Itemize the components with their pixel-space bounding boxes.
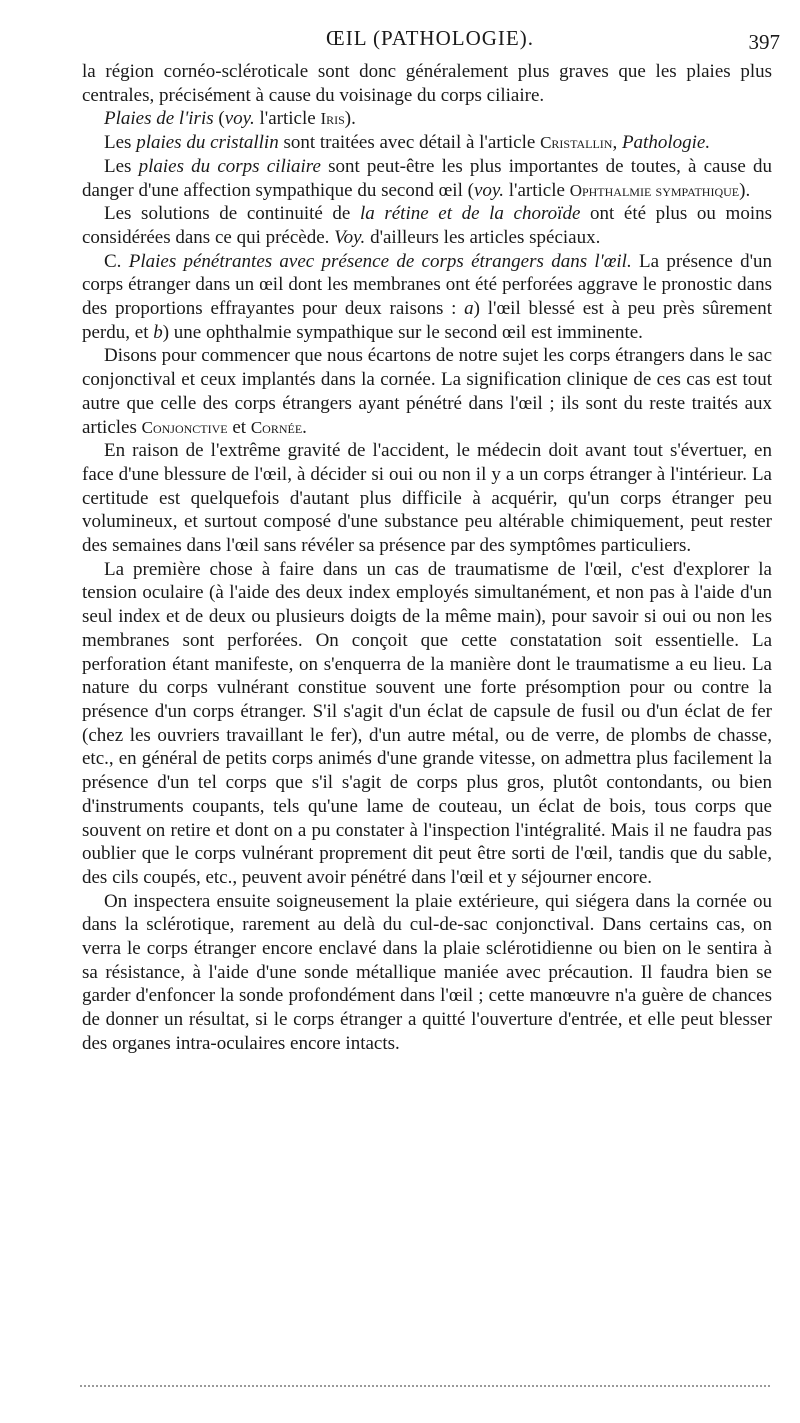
italic-text: Plaies de l'iris [104, 108, 214, 130]
text-run: sont peut-être les plus importantes de toutes, à cause du danger d'une affection sympathique du second œil ( [82, 155, 772, 201]
italic-text: a [464, 298, 474, 320]
text-run: ). [344, 108, 356, 130]
paragraph [82, 558, 772, 890]
text-run: ont été plus ou moins considérées dans ce qui précède. [82, 203, 772, 248]
page-header [80, 26, 780, 58]
paragraph [82, 155, 772, 202]
text-run: , [612, 132, 622, 154]
paragraph [82, 439, 772, 558]
small-caps-reference: Conjonctive [141, 417, 228, 437]
text-run: l'article [504, 179, 570, 201]
text-run: ( [213, 108, 225, 130]
paragraph [82, 202, 772, 249]
running-title: ŒIL (PATHOLOGIE). [326, 26, 534, 50]
italic-text: plaies du cristallin [136, 132, 279, 154]
italic-text: voy. [224, 108, 255, 130]
small-caps-reference: Ophthalmie sympathique [569, 180, 740, 200]
text-run: ). [739, 179, 751, 201]
text-run: La première chose à faire dans un cas de traumatisme de l'œil, c'est d'explorer la tension oculaire (à l'aide des deux index employés simultanément, et non pas à l'aide d'un seul index et de deux ou plusieurs doigts de la même main), pour savoir si oui ou non les membranes sont perforées. On conçoit que cette constatation soit essentielle. La perforation étant manifeste, on s'enquerra de la manière dont le traumatisme a eu lieu. La nature du corps vulnérant constitue souvent une forte présomption pour ou contre la présence d'un corps étranger. S'il s'agit d'un éclat de capsule de fusil ou d'un éclat de fer (chez les ouvriers travaillant le fer), d'un autre métal, ou de verre, de plombs de chasse, etc., en général de petits corps animés d'une grande vitesse, on admettra plus facilement la présence d'un tel corps que s'il s'agit de corps plus gros, plutôt contondants, ou bien d'instruments coupants, tels qu'une lame de couteau, un éclat de bois, tous corps que souvent on retire et dont on a pu constater à l'inspection l'intégralité. Mais il ne faudra pas oublier que le corps vulnérant proprement dit peut être sorti de l'œil, tandis que du sable, des cils coupés, etc., peuvent avoir pénétré dans l'œil et y séjourner encore. [82, 558, 772, 888]
body-text [82, 60, 772, 1056]
paragraph [82, 250, 772, 345]
text-run: ) l'œil blessé est à peu près sûrement perdu, et [82, 298, 773, 343]
text-run: et [227, 416, 251, 438]
paragraph [82, 131, 772, 155]
italic-text: Pathologie. [621, 132, 711, 154]
footer-dotted-rule [80, 1385, 770, 1387]
text-run: d'ailleurs les articles spéciaux. [365, 226, 601, 248]
text-run: . [302, 416, 307, 438]
text-run: On inspectera ensuite soigneusement la plaie extérieure, qui siégera dans la cornée ou dans la sclérotique, rarement au delà du cul-de-sac conjonctival. Dans certains cas, on verra le corps étranger encore enclavé dans la plaie sclérotidienne ou bien on le sentira à sa résistance, à l'aide d'une sonde métallique maniée avec précaution. Il faudra bien se garder d'enfoncer la sonde profondément dans l'œil ; cette manœuvre n'a guère de chances de donner un résultat, si le corps étranger a quitté l'ouverture d'entrée, et elle peut blesser des organes intra-oculaires encore intacts. [82, 890, 772, 1054]
text-run: La présence d'un corps étranger dans un œil dont les membranes ont été perforées aggrave le pronostic dans des proportions effrayantes pour deux raisons : [82, 250, 772, 320]
italic-text: b [153, 321, 163, 343]
text-run: ) une ophthalmie sympathique sur le second œil est imminente. [162, 321, 643, 343]
paragraph [82, 60, 772, 107]
text-run: Les [104, 155, 139, 177]
text-run: Les solutions de continuité de [104, 203, 360, 225]
small-caps-reference: Cristallin [540, 133, 613, 153]
italic-text: la rétine et de la choroïde [359, 203, 581, 225]
text-run: l'article [254, 108, 321, 130]
italic-text: Plaies pénétrantes avec présence de corps étrangers dans l'œil. [128, 250, 632, 272]
italic-text: plaies du corps ciliaire [138, 155, 321, 177]
small-caps-reference: Cornée [250, 417, 303, 437]
text-run: sont traitées avec détail à l'article [278, 132, 541, 154]
text-run: C. [104, 250, 129, 272]
paragraph [82, 344, 772, 439]
text-run: la région cornéo-scléroticale sont donc généralement plus graves que les plaies plus centrales, précisément à cause du voisinage du corps ciliaire. [82, 61, 772, 106]
page-number: 397 [748, 30, 780, 54]
text-run: Les [104, 132, 137, 154]
paragraph [82, 890, 772, 1056]
small-caps-reference: Iris [320, 109, 345, 129]
italic-text: voy. [473, 179, 505, 201]
text-run: Disons pour commencer que nous écartons de notre sujet les corps étrangers dans le sac conjonctival et ceux implantés dans la cornée. La signification clinique de ces cas est tout autre que celle des corps étrangers ayant pénétré dans l'œil ; ils sont du reste traités aux articles [82, 345, 772, 438]
text-run: En raison de l'extrême gravité de l'accident, le médecin doit avant tout s'évertuer, en face d'une blessure de l'œil, à décider si oui ou non il y a un corps étranger à l'intérieur. La certitude est quelquefois d'autant plus difficile à acquérir, qu'un corps étranger peu volumineux, et surtout composé d'une substance peu altérable chimiquement, peut rester des semaines dans l'œil sans révéler sa présence par des symptômes particuliers. [82, 440, 772, 557]
italic-text: Voy. [334, 226, 366, 248]
paragraph [82, 107, 772, 131]
